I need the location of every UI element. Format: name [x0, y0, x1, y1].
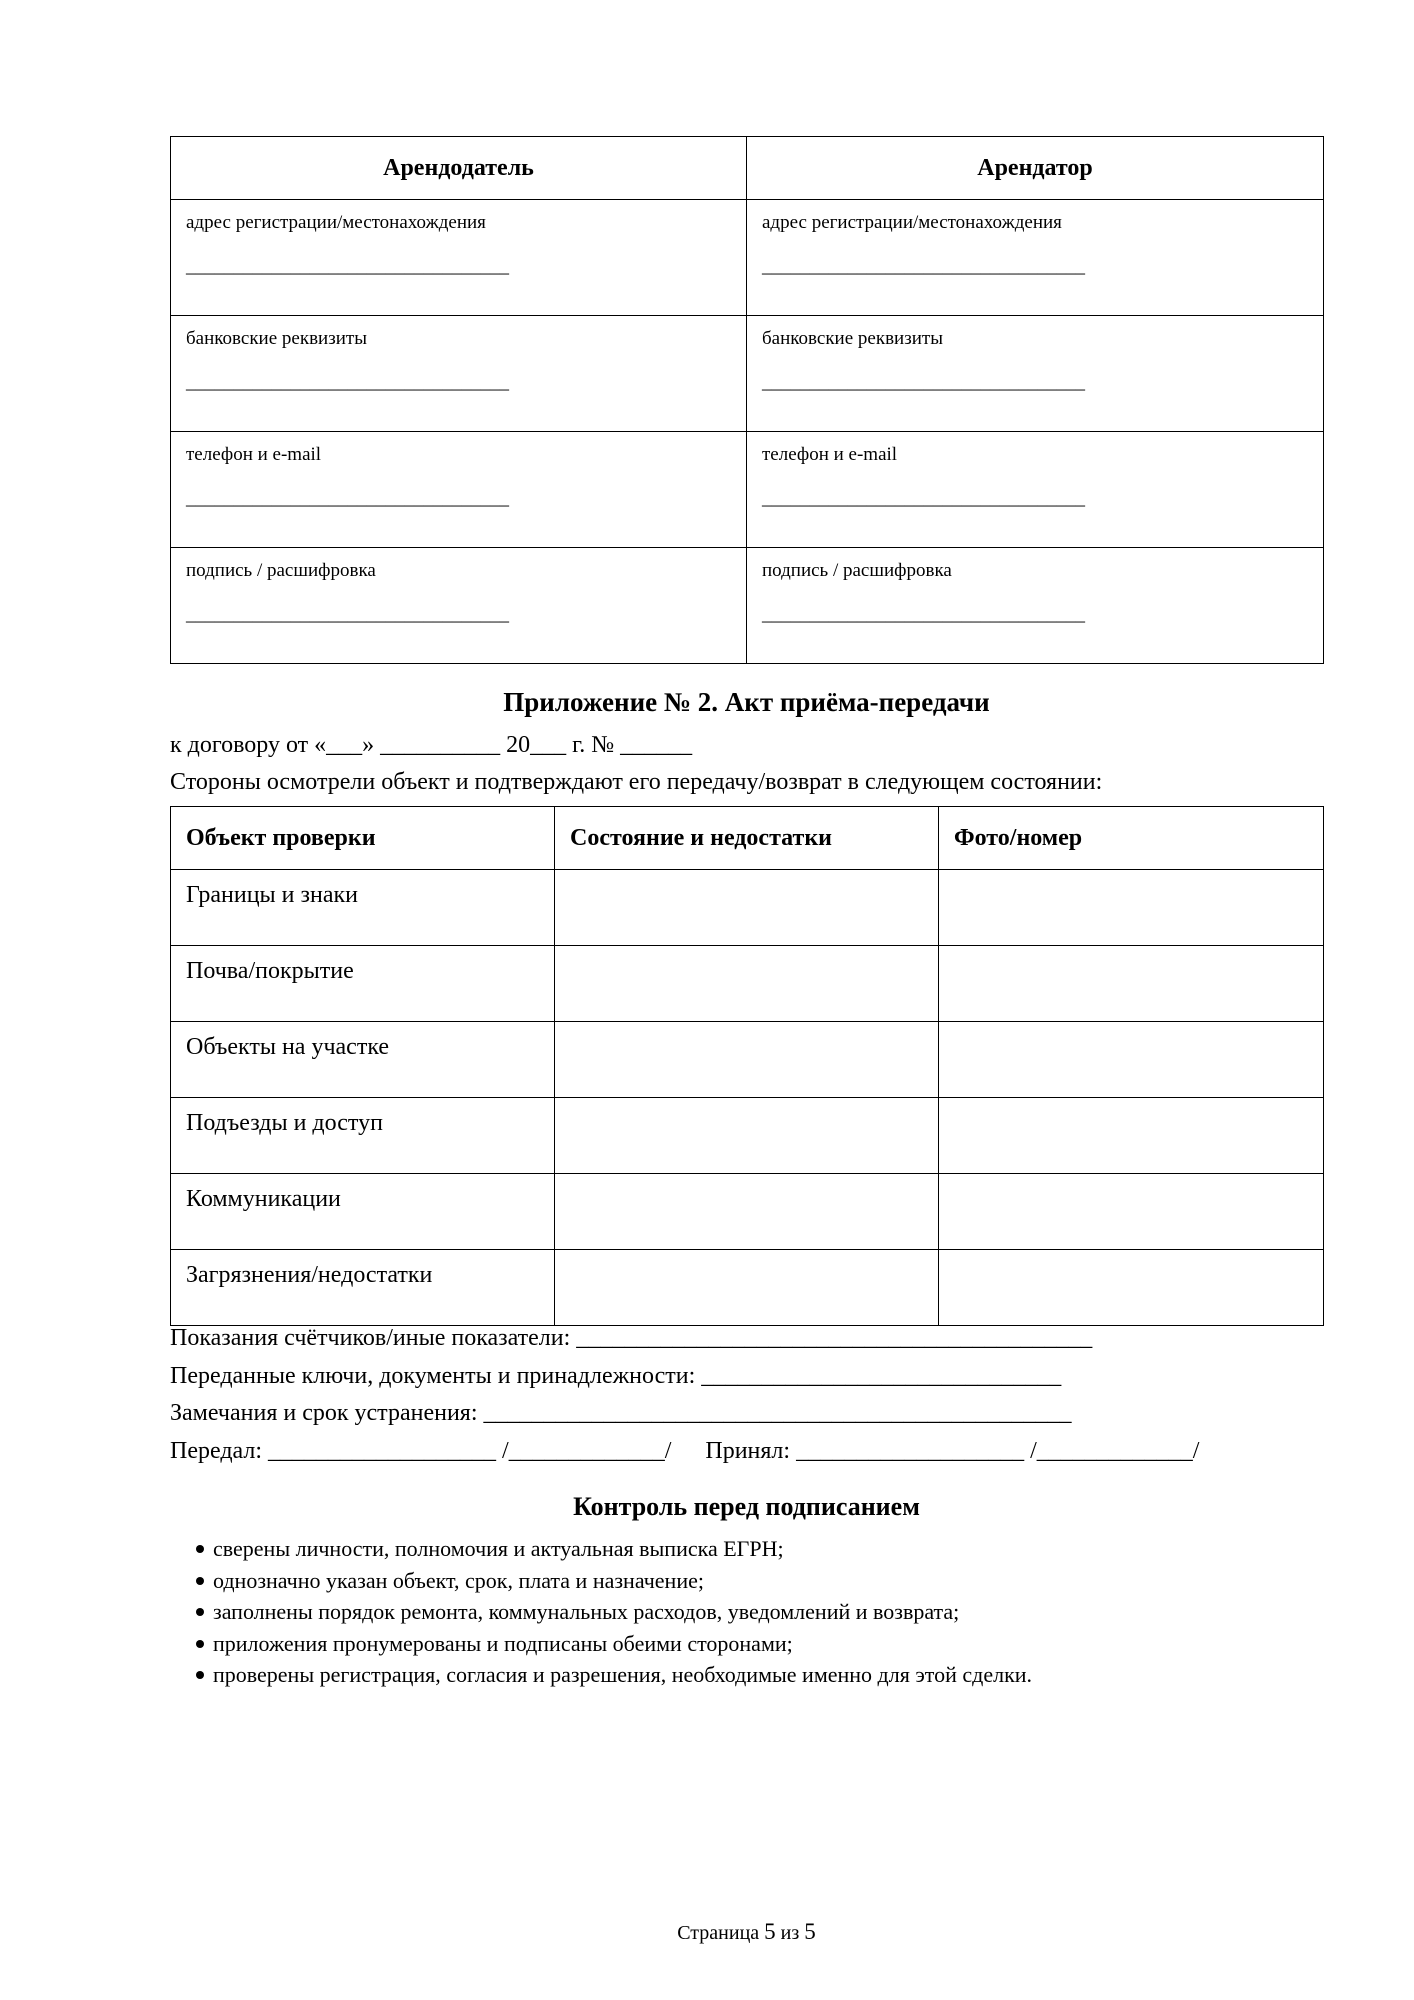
fill-in-line: __________________________________	[186, 256, 509, 277]
page-label: Страница	[677, 1922, 760, 1944]
condition-cell	[555, 1098, 939, 1174]
object-cell: Подъезды и доступ	[171, 1098, 555, 1174]
remarks-field: Замечания и срок устранения: _________________________________________________	[170, 1400, 1072, 1427]
condition-cell	[555, 1174, 939, 1250]
tenant-signature-cell	[747, 548, 1324, 664]
tenant-header: Арендатор	[747, 137, 1324, 200]
appendix-title: Приложение № 2. Акт приёма-передачи	[503, 687, 990, 717]
bullet-icon	[196, 1640, 204, 1648]
bullet-icon	[196, 1545, 204, 1553]
contract-reference: к договору от «___» __________ 20___ г. № ______	[170, 732, 693, 758]
landlord-contact-cell	[171, 432, 747, 548]
checklist-title: Контроль перед подписанием	[573, 1492, 920, 1521]
table-row	[171, 200, 1324, 316]
checklist-item-text: однозначно указан объект, срок, плата и назначение;	[213, 1567, 704, 1593]
field-label: подпись / расшифровка	[762, 560, 952, 581]
condition-cell	[555, 870, 939, 946]
inspection-table	[170, 806, 1324, 1326]
table-row	[171, 548, 1324, 664]
photo-cell	[939, 1022, 1324, 1098]
fill-in-line: __________________________________	[762, 604, 1085, 625]
total-pages-number: 5	[804, 1919, 816, 1944]
column-header-photo: Фото/номер	[939, 807, 1324, 870]
bullet-icon	[196, 1577, 204, 1585]
checklist-item-text: проверены регистрация, согласия и разрешения, необходимые именно для этой сделки.	[213, 1662, 1033, 1688]
accepted-signature: Принял: ___________________ /_____________/	[705, 1437, 1200, 1464]
field-label: адрес регистрации/местонахождения	[186, 212, 486, 233]
appendix-intro: Стороны осмотрели объект и подтверждают его передачу/возврат в следующем состоянии:	[170, 769, 1103, 795]
condition-cell	[555, 946, 939, 1022]
bullet-icon	[196, 1608, 204, 1616]
photo-cell	[939, 946, 1324, 1022]
fill-in-line: __________________________________	[762, 372, 1085, 393]
handover-fields	[170, 1320, 1323, 1470]
object-cell: Объекты на участке	[171, 1022, 555, 1098]
table-row	[171, 946, 1324, 1022]
table-row	[171, 432, 1324, 548]
list-item	[190, 1565, 1310, 1597]
object-cell: Почва/покрытие	[171, 946, 555, 1022]
fill-in-line: __________________________________	[186, 488, 509, 509]
photo-cell	[939, 1098, 1324, 1174]
object-cell: Границы и знаки	[171, 870, 555, 946]
field-label: адрес регистрации/местонахождения	[762, 212, 1062, 233]
tenant-contact-cell	[747, 432, 1324, 548]
landlord-bank-cell	[171, 316, 747, 432]
column-header-condition: Состояние и недостатки	[555, 807, 939, 870]
table-row	[171, 1098, 1324, 1174]
handed-items-field: Переданные ключи, документы и принадлежности: ______________________________	[170, 1362, 1062, 1389]
photo-cell	[939, 1174, 1324, 1250]
list-item	[190, 1596, 1310, 1628]
condition-cell	[555, 1250, 939, 1326]
fill-in-line: __________________________________	[186, 372, 509, 393]
signatures-line	[170, 1433, 1323, 1471]
fill-in-line: __________________________________	[762, 256, 1085, 277]
field-label: подпись / расшифровка	[186, 560, 376, 581]
bullet-icon	[196, 1671, 204, 1679]
checklist-item-text: приложения пронумерованы и подписаны обеими сторонами;	[213, 1630, 793, 1656]
field-label: телефон и e-mail	[762, 444, 898, 465]
checklist	[190, 1533, 1310, 1691]
landlord-signature-cell	[171, 548, 747, 664]
meter-readings-field: Показания счётчиков/иные показатели: ___________________________________________	[170, 1325, 1093, 1351]
list-item	[190, 1533, 1310, 1565]
list-item	[190, 1628, 1310, 1660]
landlord-address-cell	[171, 200, 747, 316]
table-row	[171, 1174, 1324, 1250]
object-cell: Загрязнения/недостатки	[171, 1250, 555, 1326]
page-of-label: из	[780, 1922, 800, 1944]
table-row	[171, 870, 1324, 946]
checklist-item-text: заполнены порядок ремонта, коммунальных расходов, уведомлений и возврата;	[213, 1599, 960, 1625]
current-page-number: 5	[764, 1919, 776, 1944]
photo-cell	[939, 1250, 1324, 1326]
fill-in-line: __________________________________	[762, 488, 1085, 509]
condition-cell	[555, 1022, 939, 1098]
table-row	[171, 316, 1324, 432]
table-row	[171, 1250, 1324, 1326]
photo-cell	[939, 870, 1324, 946]
tenant-address-cell	[747, 200, 1324, 316]
list-item	[190, 1659, 1310, 1691]
field-label: телефон и e-mail	[186, 444, 322, 465]
handed-over-signature: Передал: ___________________ /_____________/	[170, 1437, 672, 1464]
page-footer	[170, 1917, 1323, 1947]
field-label: банковские реквизиты	[186, 328, 367, 349]
inspection-header-row	[171, 807, 1324, 870]
table-row	[171, 1022, 1324, 1098]
object-cell: Коммуникации	[171, 1174, 555, 1250]
tenant-bank-cell	[747, 316, 1324, 432]
parties-details-table	[170, 136, 1324, 664]
parties-header-row	[171, 137, 1324, 200]
column-header-object: Объект проверки	[171, 807, 555, 870]
checklist-item-text: сверены личности, полномочия и актуальная выписка ЕГРН;	[213, 1536, 784, 1561]
fill-in-line: __________________________________	[186, 604, 509, 625]
field-label: банковские реквизиты	[762, 328, 943, 349]
landlord-header: Арендодатель	[171, 137, 747, 200]
